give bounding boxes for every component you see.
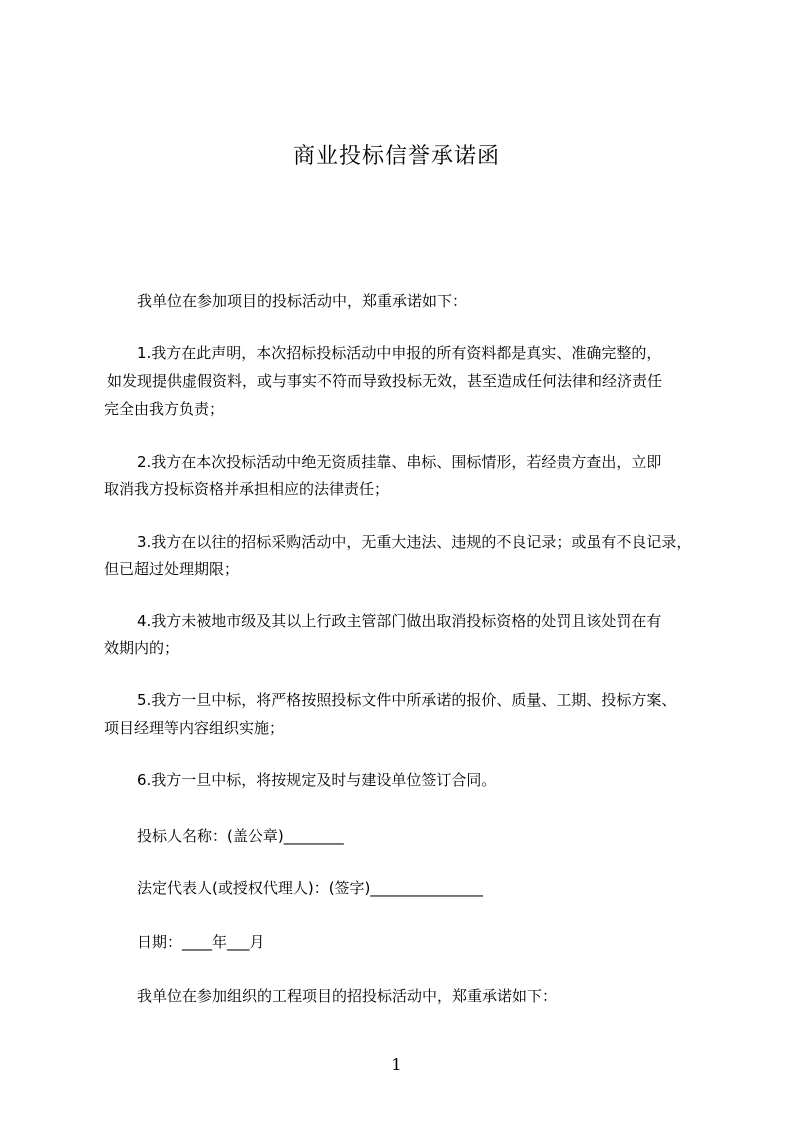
- commitment-item-5-line-1: 5.我方一旦中标，将严格按照投标文件中所承诺的报价、质量、工期、投标方案、: [137, 691, 677, 709]
- page-number: 1: [391, 1055, 402, 1074]
- commitment-item-3-line-2: 但已超过处理期限；: [104, 560, 240, 578]
- commitment-item-1-line-1: 1.我方在此声明，本次招标投标活动中申报的所有资料都是真实、准确完整的，: [137, 344, 662, 362]
- date-field: 日期：____年___月: [137, 933, 265, 951]
- document-title: 商业投标信誉承诺函: [292, 144, 500, 169]
- commitment-item-5-line-2: 项目经理等内容组织实施；: [104, 719, 285, 737]
- commitment-item-1-line-2: 如发现提供虚假资料，或与事实不符而导致投标无效，甚至造成任何法律和经济责任: [107, 372, 663, 390]
- commitment-item-2-line-2: 取消我方投标资格并承担相应的法律责任；: [104, 480, 390, 498]
- commitment-item-4-line-2: 效期内的；: [104, 639, 180, 657]
- commitment-item-3-line-1: 3.我方在以往的招标采购活动中，无重大违法、违规的不良记录；或虽有不良记录，: [137, 533, 692, 551]
- commitment-item-1-line-3: 完全由我方负责；: [104, 400, 225, 418]
- closing-paragraph: 我单位在参加组织的工程项目的招投标活动中，郑重承诺如下：: [137, 987, 558, 1005]
- commitment-item-2-line-1: 2.我方在本次投标活动中绝无资质挂靠、串标、围标情形，若经贵方查出，立即: [137, 453, 662, 471]
- commitment-item-4-line-1: 4.我方未被地市级及其以上行政主管部门做出取消投标资格的处罚且该处罚在有: [137, 612, 662, 630]
- commitment-item-6: 6.我方一旦中标，将按规定及时与建设单位签订合同。: [137, 771, 497, 789]
- intro-paragraph: 我单位在参加项目的投标活动中，郑重承诺如下：: [137, 292, 468, 310]
- bidder-name-field: 投标人名称：(盖公章)________: [137, 827, 344, 845]
- legal-representative-field: 法定代表人(或授权代理人)：(签字)_______________: [137, 879, 483, 897]
